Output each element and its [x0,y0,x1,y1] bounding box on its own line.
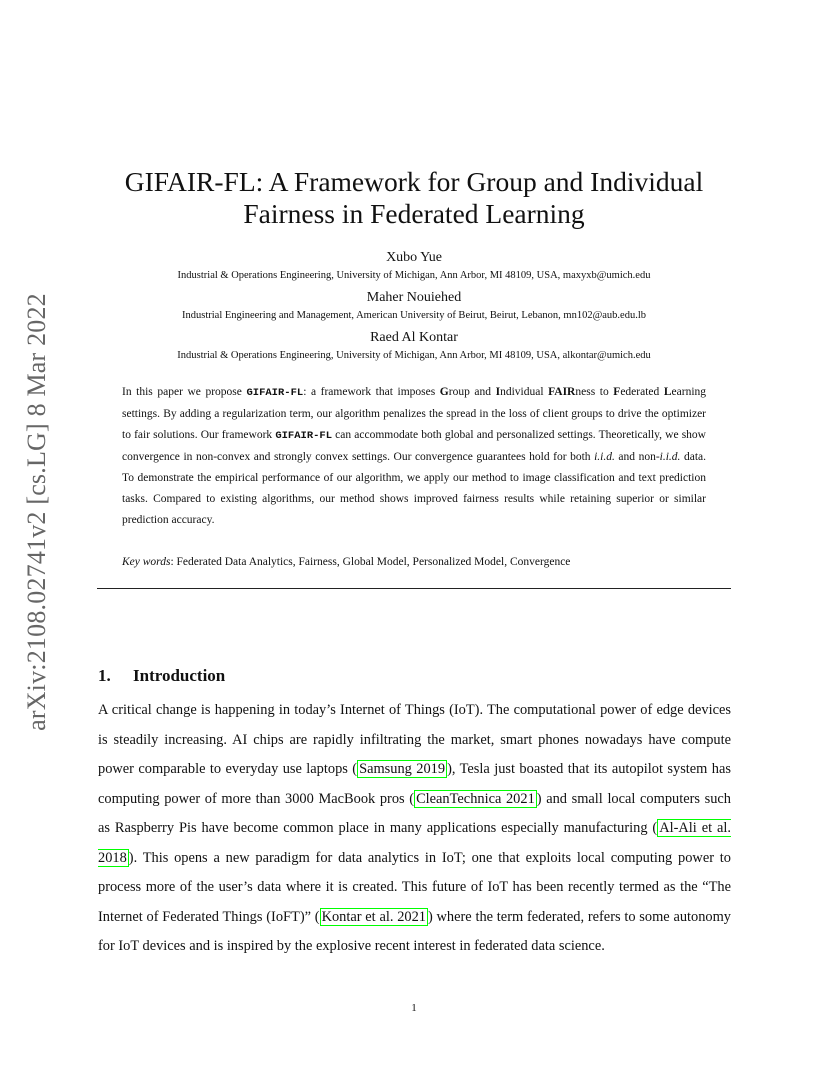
abstract-bold: F [613,386,621,398]
citation-link[interactable]: Samsung 2019 [359,761,446,777]
abstract-bold: I [495,386,501,398]
section-title: Introduction [133,666,226,685]
abstract-text: data. To demonstrate the empirical performance of our algorithm, we apply our method to image classification and text prediction tasks. Compared to existing algorithms, our method shows improved fairness results while retaining superior or similar prediction accuracy. [122,451,707,526]
abstract-text: : a framework that imposes [303,386,440,398]
abstract-text: ness to [575,386,614,398]
abstract-text: ederated [620,386,664,398]
author-affiliation-2: Industrial Engineering and Management, American University of Beirut, Beirut, Lebanon, mn102@aub.edu.lb [182,310,646,321]
arxiv-identifier-stamp: arXiv:2108.02741v2 [cs.LG] 8 Mar 2022 [22,293,51,731]
section-heading-introduction [98,666,225,686]
abstract-text: ndividual [500,386,549,398]
abstract-bold: L [663,386,672,398]
author-name-1: Xubo Yue [386,250,442,265]
intro-text: ), Tesla just boasted that its autopilot system has computing power of more than 3000 MacBook pros ( [98,761,731,807]
introduction-paragraph [98,696,731,962]
abstract-divider [97,588,731,589]
keywords-colon: : [170,556,177,568]
citation-link[interactable]: Al-Ali et al. 2018 [98,820,731,866]
section-number: 1. [98,666,111,685]
author-name-2: Maher Nouiehed [366,290,462,305]
page-number: 1 [411,1002,417,1014]
keywords-label: Key words [122,556,171,568]
method-name: GIFAIR-FL [275,430,333,442]
citation-link[interactable]: Kontar et al. 2021 [321,908,426,925]
abstract-italic: i.i.d. [659,451,681,463]
abstract-text: can accommodate both global and personalized settings. Theoretically, we show convergence in non-convex and strongly convex settings. Our convergence guarantees hold for both [122,429,706,463]
keywords-list: Federated Data Analytics, Fairness, Global Model, Personalized Model, Convergence [176,556,571,568]
abstract-italic: i.i.d. [594,451,615,463]
abstract-text: roup and [448,386,496,398]
intro-text: A critical change is happening in today’s Internet of Things (IoT). The computational power of edge devices is steadily increasing. AI chips are rapidly infiltrating the market, smart phones nowadays have compute power comparable to everyday use laptops ( [98,702,731,777]
citation-link[interactable]: CleanTechnica 2021 [416,790,535,807]
title-line-2: Fairness in Federated Learning [243,198,585,229]
author-affiliation-3: Industrial & Operations Engineering, University of Michigan, Ann Arbor, MI 48109, USA, alkontar@umich.edu [177,350,651,361]
abstract-bold: FAIR [548,386,576,398]
abstract-text: In this paper we propose [122,386,247,398]
keywords [122,556,706,568]
abstract-bold: G [439,386,449,398]
abstract-text: and non- [614,451,660,463]
abstract [122,382,706,531]
method-name: GIFAIR-FL [246,387,304,399]
intro-text: ) and small local computers such as Raspberry Pis have become common place in many applications especially manufacturing ( [98,790,732,836]
author-name-3: Raed Al Kontar [370,330,458,345]
paper-title [64,166,764,230]
intro-text: ). This opens a new paradigm for data analytics in IoT; one that exploits local computing power to process more of the user’s data where it is created. This future of IoT has been recently termed as the “The Internet of Federated Things (IoFT)” ( [98,849,731,925]
author-affiliation-1: Industrial & Operations Engineering, University of Michigan, Ann Arbor, MI 48109, USA, maxyxb@umich.edu [177,270,651,281]
title-line-1: GIFAIR-FL: A Framework for Group and Individual [124,166,704,197]
intro-text: ) where the term federated, refers to some autonomy for IoT devices and is inspired by the explosive recent interest in federated data science. [98,908,732,954]
abstract-text: earning settings. By adding a regularization term, our algorithm penalizes the spread in the loss of client groups to drive the optimizer to fair solutions. Our framework [122,386,707,441]
